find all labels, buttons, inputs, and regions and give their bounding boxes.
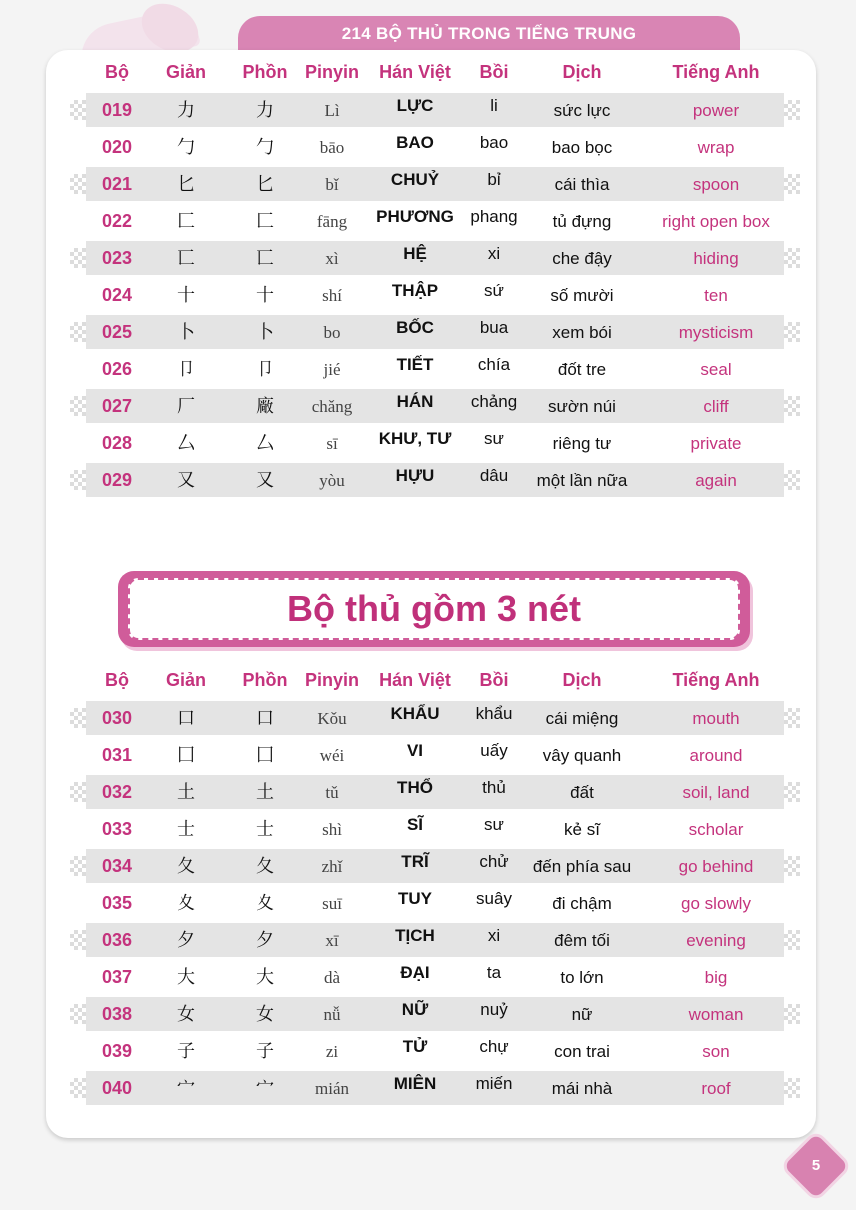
phonetic: chía xyxy=(477,355,511,374)
english: go behind xyxy=(678,857,754,876)
checker-decoration xyxy=(784,174,800,194)
phonetic: nuỷ xyxy=(480,1000,508,1019)
column-header: Hán Việt xyxy=(379,670,451,690)
pinyin: xī xyxy=(325,931,339,950)
pinyin: xì xyxy=(325,249,339,268)
traditional-char: 土 xyxy=(256,782,274,803)
han-viet: HỰU xyxy=(395,466,435,485)
table-row xyxy=(70,351,800,388)
checker-decoration xyxy=(70,1078,86,1098)
radical-number: 038 xyxy=(101,1004,133,1024)
phonetic: suây xyxy=(476,889,512,908)
phonetic: chự xyxy=(479,1037,509,1056)
phonetic: sứ xyxy=(484,281,504,300)
simplified-char: 匚 xyxy=(177,211,195,232)
english: go slowly xyxy=(681,894,751,913)
phonetic: bua xyxy=(479,318,509,337)
han-viet: CHUỶ xyxy=(390,170,440,189)
table-row xyxy=(70,737,800,774)
pinyin: bo xyxy=(323,323,341,342)
meaning: che đậy xyxy=(552,249,612,268)
phonetic: chử xyxy=(479,852,509,871)
phonetic: sư xyxy=(484,429,504,448)
english: woman xyxy=(688,1005,744,1024)
english: ten xyxy=(704,286,728,305)
checker-decoration xyxy=(70,100,86,120)
english: again xyxy=(695,471,737,490)
simplified-char: 土 xyxy=(177,782,195,803)
traditional-char: 大 xyxy=(256,967,274,988)
traditional-char: 厶 xyxy=(256,433,274,454)
traditional-char: 力 xyxy=(256,100,274,121)
english: cliff xyxy=(703,397,729,416)
checker-decoration xyxy=(70,708,86,728)
simplified-char: 大 xyxy=(177,967,195,988)
simplified-char: 夊 xyxy=(177,893,195,914)
han-viet: SĨ xyxy=(406,815,424,834)
radical-number: 031 xyxy=(101,745,133,765)
han-viet: ĐẠI xyxy=(400,963,430,982)
han-viet: BAO xyxy=(396,133,434,152)
traditional-char: 廠 xyxy=(256,396,274,417)
simplified-char: 勹 xyxy=(177,137,195,158)
radical-number: 027 xyxy=(101,396,133,416)
meaning: một lần nữa xyxy=(536,471,628,490)
checker-decoration xyxy=(784,470,800,490)
table-row xyxy=(70,885,800,922)
checker-decoration xyxy=(784,930,800,950)
column-header: Giản xyxy=(165,670,207,690)
checker-decoration xyxy=(70,470,86,490)
phonetic: uấy xyxy=(480,741,508,760)
simplified-char: 士 xyxy=(177,819,195,840)
checker-decoration xyxy=(70,174,86,194)
pinyin: zi xyxy=(325,1042,339,1061)
english: spoon xyxy=(692,175,740,194)
phonetic: dâu xyxy=(479,466,509,485)
radical-number: 021 xyxy=(101,174,133,194)
checker-decoration xyxy=(70,322,86,342)
han-viet: HÁN xyxy=(396,392,434,411)
radical-number: 026 xyxy=(101,359,133,379)
han-viet: THẬP xyxy=(391,281,439,300)
meaning: đến phía sau xyxy=(532,857,632,876)
radical-number: 037 xyxy=(101,967,133,987)
meaning: nữ xyxy=(571,1005,593,1024)
simplified-char: 卩 xyxy=(177,359,195,380)
radical-number: 030 xyxy=(101,708,133,728)
radical-number: 034 xyxy=(101,856,133,876)
phonetic: ta xyxy=(486,963,502,982)
meaning: cái miệng xyxy=(545,709,619,728)
phonetic: miến xyxy=(475,1074,513,1093)
traditional-char: 匸 xyxy=(256,248,274,269)
traditional-char: 匕 xyxy=(256,174,274,195)
column-header: Phồn xyxy=(242,62,288,82)
han-viet: LỰC xyxy=(396,96,434,115)
phonetic: xi xyxy=(487,244,501,263)
pinyin: suī xyxy=(322,894,342,913)
traditional-char: 夊 xyxy=(256,893,274,914)
radical-number: 029 xyxy=(101,470,133,490)
pinyin: tǔ xyxy=(325,783,339,802)
table-row xyxy=(70,774,800,811)
radical-number: 035 xyxy=(101,893,133,913)
traditional-char: 夂 xyxy=(256,856,274,877)
checker-decoration xyxy=(70,396,86,416)
pinyin: shí xyxy=(322,286,342,305)
english: soil, land xyxy=(682,783,750,802)
han-viet: KHƯ, TƯ xyxy=(378,429,452,448)
radical-number: 019 xyxy=(101,100,133,120)
traditional-char: 又 xyxy=(256,470,274,491)
phonetic: bỉ xyxy=(487,170,501,189)
meaning: đi chậm xyxy=(552,894,612,913)
han-viet: VI xyxy=(406,741,424,760)
simplified-char: 匸 xyxy=(177,248,195,269)
han-viet: THỔ xyxy=(397,778,433,797)
radical-number: 040 xyxy=(101,1078,133,1098)
meaning: đốt tre xyxy=(557,360,607,379)
page-number: 5 xyxy=(811,1157,821,1174)
column-header: Phồn xyxy=(242,670,288,690)
han-viet: TỊCH xyxy=(395,926,435,945)
radical-number: 025 xyxy=(101,322,133,342)
han-viet: NỮ xyxy=(401,1000,429,1019)
phonetic: xi xyxy=(487,926,501,945)
phonetic: khẩu xyxy=(475,704,513,723)
han-viet: KHẨU xyxy=(390,704,440,723)
checker-decoration xyxy=(784,396,800,416)
meaning: kẻ sĩ xyxy=(564,820,600,839)
radical-table-3-strokes xyxy=(70,670,800,1107)
simplified-char: 卜 xyxy=(177,322,195,343)
pinyin: Lì xyxy=(324,101,340,120)
pinyin: nǚ xyxy=(323,1005,341,1024)
meaning: sức lực xyxy=(553,101,611,120)
radical-number: 023 xyxy=(101,248,133,268)
pinyin: wéi xyxy=(319,746,345,765)
table-row xyxy=(70,92,800,129)
radical-number: 039 xyxy=(101,1041,133,1061)
checker-decoration xyxy=(70,856,86,876)
pinyin: dà xyxy=(323,968,341,987)
column-header: Tiếng Anh xyxy=(672,62,760,82)
meaning: số mười xyxy=(550,286,614,305)
pinyin: yòu xyxy=(319,471,345,490)
english: mysticism xyxy=(678,323,754,342)
pinyin: shì xyxy=(322,820,342,839)
table-row xyxy=(70,277,800,314)
english: power xyxy=(692,101,740,120)
radical-number: 036 xyxy=(101,930,133,950)
table-row xyxy=(70,1070,800,1107)
traditional-char: 囗 xyxy=(256,745,274,766)
table-row xyxy=(70,700,800,737)
table-row xyxy=(70,462,800,499)
meaning: vây quanh xyxy=(542,746,622,765)
checker-decoration xyxy=(784,100,800,120)
english: wrap xyxy=(697,138,735,157)
column-header: Pinyin xyxy=(304,670,360,690)
column-header: Pinyin xyxy=(304,62,360,82)
traditional-char: 匚 xyxy=(256,211,274,232)
table-row xyxy=(70,959,800,996)
han-viet: HỆ xyxy=(403,244,427,263)
han-viet: TRĨ xyxy=(401,852,429,871)
english: evening xyxy=(686,931,746,950)
simplified-char: 匕 xyxy=(177,174,195,195)
traditional-char: 口 xyxy=(256,708,274,729)
radical-number: 020 xyxy=(101,137,133,157)
checker-decoration xyxy=(784,248,800,268)
simplified-char: 女 xyxy=(177,1004,195,1025)
traditional-char: 子 xyxy=(256,1041,274,1062)
column-header: Bồi xyxy=(479,62,509,82)
simplified-char: 厂 xyxy=(177,396,195,417)
radical-number: 024 xyxy=(101,285,133,305)
han-viet: TUY xyxy=(398,889,432,908)
section-title: Bộ thủ gồm 3 nét xyxy=(287,588,581,629)
english: around xyxy=(689,746,743,765)
english: scholar xyxy=(688,820,744,839)
checker-decoration xyxy=(784,856,800,876)
radical-number: 022 xyxy=(101,211,133,231)
meaning: đất xyxy=(570,783,594,802)
table-row xyxy=(70,848,800,885)
simplified-char: 厶 xyxy=(177,433,195,454)
table-header xyxy=(70,62,800,92)
english: right open box xyxy=(662,212,770,231)
meaning: riêng tư xyxy=(552,434,612,453)
radical-number: 033 xyxy=(101,819,133,839)
english: mouth xyxy=(692,709,740,728)
pinyin: Kǒu xyxy=(317,709,347,728)
simplified-char: 又 xyxy=(177,470,195,491)
simplified-char: 宀 xyxy=(177,1078,195,1099)
checker-decoration xyxy=(70,1004,86,1024)
simplified-char: 夂 xyxy=(177,856,195,877)
table-row xyxy=(70,996,800,1033)
checker-decoration xyxy=(784,782,800,802)
checker-decoration xyxy=(784,322,800,342)
simplified-char: 力 xyxy=(177,100,195,121)
english: big xyxy=(704,968,728,987)
pinyin: fāng xyxy=(316,212,348,231)
han-viet: TIẾT xyxy=(396,355,434,374)
column-header: Dịch xyxy=(562,670,602,690)
han-viet: MIÊN xyxy=(393,1074,437,1093)
phonetic: chảng xyxy=(470,392,518,411)
checker-decoration xyxy=(70,930,86,950)
checker-decoration xyxy=(70,782,86,802)
simplified-char: 子 xyxy=(177,1041,195,1062)
checker-decoration xyxy=(784,708,800,728)
column-header: Bộ xyxy=(105,670,129,690)
column-header: Tiếng Anh xyxy=(672,670,760,690)
pinyin: sī xyxy=(326,434,338,453)
phonetic: sư xyxy=(484,815,504,834)
meaning: đêm tối xyxy=(554,931,610,950)
column-header: Hán Việt xyxy=(379,62,451,82)
pinyin: bǐ xyxy=(325,175,339,194)
table-row xyxy=(70,203,800,240)
column-header: Giản xyxy=(165,62,207,82)
meaning: xem bói xyxy=(552,323,612,342)
traditional-char: 士 xyxy=(256,819,274,840)
radical-number: 032 xyxy=(101,782,133,802)
english: son xyxy=(702,1042,730,1061)
table-row xyxy=(70,314,800,351)
meaning: cái thìa xyxy=(554,175,610,194)
table-row xyxy=(70,811,800,848)
simplified-char: 囗 xyxy=(177,745,195,766)
phonetic: li xyxy=(490,96,498,115)
checker-decoration xyxy=(784,1078,800,1098)
traditional-char: 夕 xyxy=(256,930,274,951)
radical-number: 028 xyxy=(101,433,133,453)
meaning: con trai xyxy=(554,1042,610,1061)
header-title: 214 BỘ THỦ TRONG TIẾNG TRUNG xyxy=(238,16,740,56)
han-viet: TỬ xyxy=(402,1037,428,1056)
traditional-char: 女 xyxy=(256,1004,274,1025)
simplified-char: 十 xyxy=(177,285,195,306)
meaning: sườn núi xyxy=(548,397,616,416)
simplified-char: 夕 xyxy=(177,930,195,951)
pinyin: chǎng xyxy=(311,397,353,416)
meaning: to lớn xyxy=(560,968,604,987)
english: private xyxy=(690,434,742,453)
traditional-char: 十 xyxy=(256,285,274,306)
traditional-char: 勹 xyxy=(256,137,274,158)
section-title-box xyxy=(118,571,750,647)
checker-decoration xyxy=(70,248,86,268)
traditional-char: 卜 xyxy=(256,322,274,343)
traditional-char: 宀 xyxy=(256,1078,274,1099)
table-row xyxy=(70,425,800,462)
meaning: mái nhà xyxy=(551,1079,613,1098)
han-viet: BỐC xyxy=(396,318,434,337)
english: seal xyxy=(700,360,732,379)
table-row xyxy=(70,922,800,959)
english: roof xyxy=(701,1079,731,1098)
column-header: Dịch xyxy=(562,62,602,82)
column-header: Bồi xyxy=(479,670,509,690)
pinyin: bāo xyxy=(319,138,345,157)
phonetic: thủ xyxy=(482,778,506,797)
han-viet: PHƯƠNG xyxy=(376,207,454,226)
traditional-char: 卩 xyxy=(256,359,274,380)
meaning: tủ đựng xyxy=(552,212,612,231)
pinyin: jié xyxy=(323,360,341,379)
column-header: Bộ xyxy=(105,62,129,82)
simplified-char: 口 xyxy=(177,708,195,729)
pinyin: zhǐ xyxy=(321,857,343,876)
radical-table-2-strokes xyxy=(70,62,800,499)
meaning: bao bọc xyxy=(551,138,613,157)
phonetic: bao xyxy=(479,133,509,152)
checker-decoration xyxy=(784,1004,800,1024)
pinyin: mián xyxy=(315,1079,349,1098)
phonetic: phang xyxy=(470,207,518,226)
english: hiding xyxy=(693,249,739,268)
